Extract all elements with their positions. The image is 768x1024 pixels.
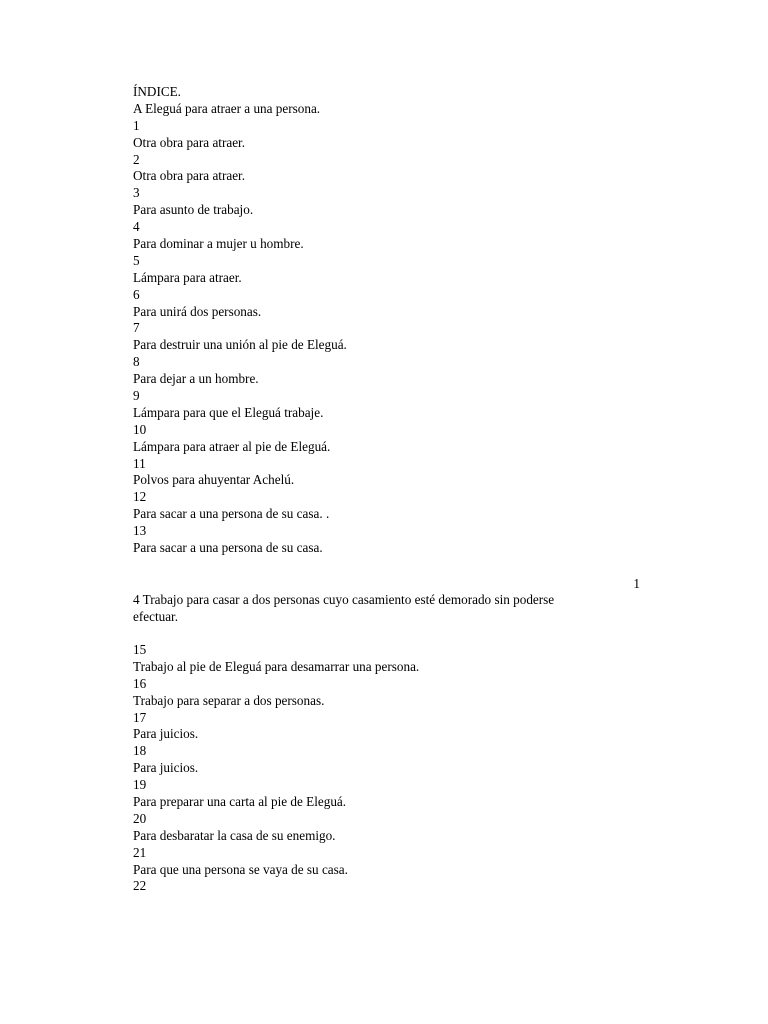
index-line: A Eleguá para atraer a una persona. [133, 100, 321, 116]
index-line: 17 [133, 709, 147, 725]
index-line: Para unirá dos personas. [133, 303, 262, 319]
index-line: 4 Trabajo para casar a dos personas cuyo casamiento esté demorado sin poderse [133, 592, 555, 607]
index-line: 10 [133, 421, 147, 437]
index-line: 15 [133, 642, 147, 657]
index-line: Lámpara para atraer al pie de Eleguá. [133, 438, 331, 454]
index-line: 13 [133, 523, 147, 539]
index-line: Para dejar a un hombre. [133, 371, 259, 387]
index-line: 16 [133, 675, 147, 691]
index-line: efectuar. [133, 608, 179, 624]
index-line: 5 [133, 252, 140, 268]
index-line: Para dominar a mujer u hombre. [133, 236, 304, 252]
index-section-1 [133, 84, 633, 557]
index-line: Para desbaratar la casa de su enemigo. [133, 827, 336, 843]
page-number: 1 [633, 576, 640, 591]
index-line: 19 [133, 777, 147, 793]
index-line: Para juicios. [133, 760, 199, 776]
index-line: Lámpara para que el Eleguá trabaje. [133, 404, 324, 420]
index-line: 12 [133, 489, 147, 505]
index-line: Lámpara para atraer. [133, 269, 242, 285]
index-line: 22 [133, 878, 147, 894]
index-line: 21 [133, 844, 147, 860]
index-line: Para sacar a una persona de su casa. . [133, 506, 330, 522]
index-line: 8 [133, 354, 140, 370]
index-line: Para preparar una carta al pie de Eleguá. [133, 794, 347, 810]
index-line: Para que una persona se vaya de su casa. [133, 861, 348, 877]
index-line: 18 [133, 743, 147, 759]
index-line: Para juicios. [133, 726, 199, 742]
index-line: 20 [133, 810, 147, 826]
index-line: Trabajo para separar a dos personas. [133, 692, 325, 708]
index-line: 6 [133, 286, 140, 302]
index-entry-wrapped [133, 592, 633, 626]
index-title: ÍNDICE. [133, 84, 181, 99]
index-line: Otra obra para atraer. [133, 168, 246, 184]
index-line: 3 [133, 185, 140, 201]
index-line: Para destruir una unión al pie de Eleguá. [133, 337, 347, 353]
index-line: Para sacar a una persona de su casa. [133, 540, 323, 556]
index-line: 4 [133, 219, 140, 235]
index-line: Polvos para ahuyentar Achelú. [133, 472, 295, 488]
index-line: Trabajo al pie de Eleguá para desamarrar una persona. [133, 658, 420, 674]
index-line: 1 [133, 117, 140, 133]
index-line: Para asunto de trabajo. [133, 202, 254, 218]
index-line: Otra obra para atraer. [133, 134, 246, 150]
index-line: 9 [133, 388, 140, 404]
index-line: 11 [133, 455, 146, 471]
index-line: 2 [133, 151, 140, 167]
index-section-2 [133, 642, 633, 895]
index-line: 7 [133, 320, 140, 336]
